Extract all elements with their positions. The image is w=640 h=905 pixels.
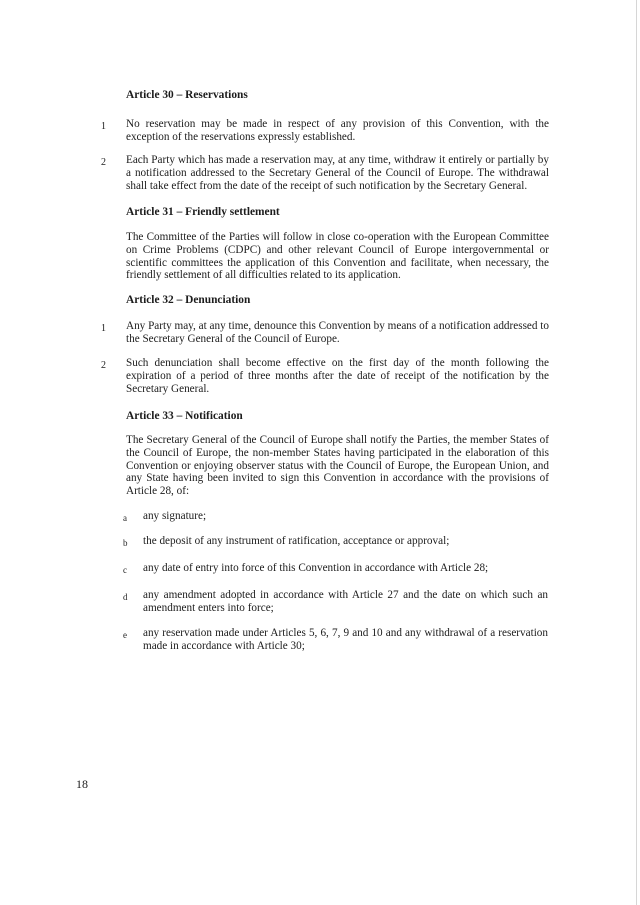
article-30-para-2-number: 2 [101,157,106,168]
article-31-heading: Article 31 – Friendly settlement [126,206,280,218]
list-item-letter: e [123,630,127,640]
list-item: any date of entry into force of this Convention in accordance with Article 28; [143,562,489,574]
article-31-para-1: The Committee of the Parties will follow in close co-operation with the European Committee on Crime Problems (CDPC) and other relevant Council of Europe intergovernmental or scientific committees the application of this Convention and facilitate, when necessary, the friendly settlement of all difficulties related to its application. [126,231,549,282]
article-32-para-2-number: 2 [101,360,106,371]
list-item: any signature; [143,510,207,522]
article-32-para-1: Any Party may, at any time, denounce this Convention by means of a notification addressed to the Secretary General of the Council of Europe. [126,320,549,345]
article-30-heading: Article 30 – Reservations [126,89,248,101]
article-32-heading: Article 32 – Denunciation [126,294,251,306]
article-30-para-1: No reservation may be made in respect of any provision of this Convention, with the exception of the reservations expressly established. [126,118,549,143]
list-item: any amendment adopted in accordance with Article 27 and the date on which such an amendment enters into force; [143,589,548,614]
article-32-para-1-number: 1 [101,323,106,334]
page-number: 18 [76,777,88,791]
article-30-para-2: Each Party which has made a reservation may, at any time, withdraw it entirely or partially by a notification addressed to the Secretary General of the Council of Europe. The withdrawal shall take effect from the date of the receipt of such notification by the Secretary General. [126,154,549,192]
list-item: any reservation made under Articles 5, 6, 7, 9 and 10 and any withdrawal of a reservation made in accordance with Article 30; [143,627,548,652]
article-33-intro: The Secretary General of the Council of Europe shall notify the Parties, the member States of the Council of Europe, the non-member States having participated in the elaboration of this Convention or enjoying observer status with the Council of Europe, the European Union, and any State having been invited to sign this Convention in accordance with the provisions of Article 28, of: [126,434,549,498]
list-item-letter: c [123,565,127,575]
article-32-para-2: Such denunciation shall become effective on the first day of the month following the expiration of a period of three months after the date of receipt of the notification by the Secretary General. [126,357,549,395]
list-item-letter: a [123,513,127,523]
article-33-heading: Article 33 – Notification [126,410,243,422]
article-30-para-1-number: 1 [101,121,106,132]
list-item: the deposit of any instrument of ratification, acceptance or approval; [143,535,450,547]
list-item-letter: d [123,592,128,602]
list-item-letter: b [123,538,128,548]
